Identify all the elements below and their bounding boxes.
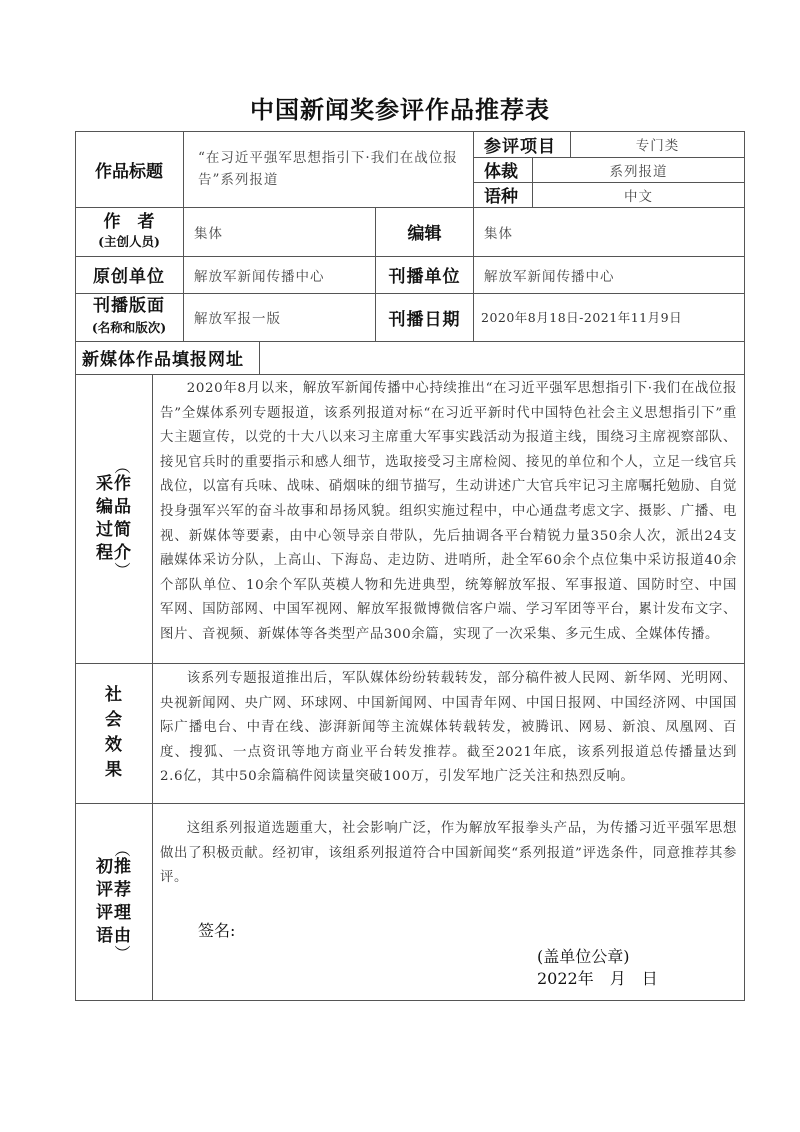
process-text: 2020年8月以来，解放军新闻传播中心持续推出“在习近平强军思想指引下·我们在战位报告”全媒体系列专题报道，该系列报道对标“在习近平新时代中国特色社会主义思想指引下”重大主题宣传，以党的十大八以来习主席重大军事实践活动为报道主线，围绕习主席视察部队、接见官兵时的重要指示和感人细节，选取接受习主席检阅、接见的单位和个人，立足一线官兵战位，以富有兵味、战味、硝烟味的细节描写，生动讲述广大官兵牢记习主席嘱托勉励、自觉投身强军兴军的奋斗故事和昂扬风貌。组织实施过程中，中心通盘考虑文字、摄影、广播、电视、新媒体等要素，由中心领导亲自带队，先后抽调各平台精锐力量350余人次，派出24支融媒体采访分队，上高山、下海岛、走边防、进哨所，赴全军60余个点位集中采访报道40余个部队单位、10余个军队英模人物和先进典型，统筹解放军报、军事报道、国防时空、中国军网、国防部网、中国军视网、解放军报微博微信客户端、学习军团等平台，累计发布文字、图片、音视频、新媒体等各类型产品300余篇，实现了一次采集、多元生成、全媒体传播。 [160,381,737,642]
process-label-col2 [96,473,113,565]
genre-value: 系列报道 [609,163,668,180]
seal-label: (盖单位公章) [537,947,630,966]
vertical-label-char: 推 [114,856,131,877]
vertical-label-char: 果 [105,760,122,780]
form-title: 中国新闻奖参评作品推荐表 [250,95,550,124]
vertical-label-char: 过 [96,519,113,540]
vertical-label-char: 由 [114,925,131,946]
effect-label-chars [105,683,122,783]
vertical-label-char: 评 [96,902,113,923]
publish-page-value: 解放军报一版 [194,311,281,327]
publish-date-label: 刊播日期 [388,309,461,330]
publish-page-label-main: 刊播版面 [93,296,165,316]
new-media-url-value[interactable] [260,341,744,374]
author-value: 集体 [194,225,223,242]
category-label: 参评项目 [484,136,556,157]
recommendation-label-col1 [114,839,131,963]
new-media-url-label: 新媒体作品填报网址 [82,350,244,370]
vertical-label-char: 初 [96,856,113,877]
origin-unit-value: 解放军新闻传播中心 [194,268,325,285]
sign-date: 2022年 月 日 [537,969,658,988]
author-label [75,207,183,256]
vertical-label-char: ︶ [114,943,131,963]
work-title-value: “在习近平强军思想指引下·我们在战位报告”系列报道 [198,150,458,188]
origin-unit-label: 原创单位 [93,267,165,287]
vertical-label-char: 会 [105,710,122,730]
vertical-label-char: 品 [114,496,131,517]
category-value: 专门类 [635,138,680,154]
editor-label: 编辑 [407,224,442,244]
vertical-label-char: ︵ [114,839,131,859]
effect-text: 该系列专题报道推出后，军队媒体纷纷转载转发，部分稿件被人民网、新华网、光明网、央视新闻网、央广网、环球网、中国新闻网、中国青年网、中国日报网、中国经济网、中国国际广播电台、中青在线、澎湃新闻等主流媒体转载转发，被腾讯、网易、新浪、凤凰网、百度、搜狐、一点资讯等地方商业平台转发推荐。截至2021年底，该系列报道总传播量达到2.6亿，其中50余篇稿件阅读量突破100万，引发军地广泛关注和热烈反响。 [160,671,737,785]
publish-page-label [75,293,183,341]
vertical-label-char: 程 [96,542,113,563]
publish-date-value: 2020年8月18日-2021年11月9日 [481,310,683,325]
vertical-label-char: 采 [96,473,113,494]
author-label-main: 作 者 [103,211,155,232]
work-title-label: 作品标题 [95,161,163,182]
author-label-sub: (主创人员) [98,233,160,249]
vertical-label-char: 语 [96,925,113,946]
genre-label: 体裁 [484,162,518,182]
vertical-label-char: 效 [105,735,122,755]
vertical-label-char: 简 [114,519,131,540]
editor-value: 集体 [484,225,513,242]
recommendation-label [75,803,152,1000]
vertical-label-char: ︵ [114,456,131,476]
vertical-label-char: 介 [114,542,131,563]
process-label-col1 [114,456,131,580]
publish-unit-value: 解放军新闻传播中心 [484,268,615,285]
publish-page-label-sub: (名称和版次) [91,320,167,335]
publish-unit-label: 刊播单位 [388,267,461,287]
process-label [75,374,152,663]
vertical-label-char: ︶ [114,560,131,580]
recommendation-text: 这组系列报道选题重大，社会影响广泛，作为解放军报拳头产品，为传播习近平强军思想做出了积极贡献。经初审，该组系列报道符合中国新闻奖“系列报道”评选条件，同意推荐其参评。 [160,821,737,886]
recommendation-label-col2 [96,856,113,948]
vertical-label-char: 荐 [114,879,131,900]
vertical-label-char: 理 [114,902,131,923]
effect-label [75,663,152,803]
vertical-label-char: 作 [114,473,131,494]
vertical-label-char: 评 [96,879,113,900]
signature-label: 签名: [198,921,236,940]
language-value: 中文 [624,188,653,205]
language-label: 语种 [484,187,518,207]
vertical-label-char: 编 [96,496,113,517]
vertical-label-char: 社 [105,685,122,705]
